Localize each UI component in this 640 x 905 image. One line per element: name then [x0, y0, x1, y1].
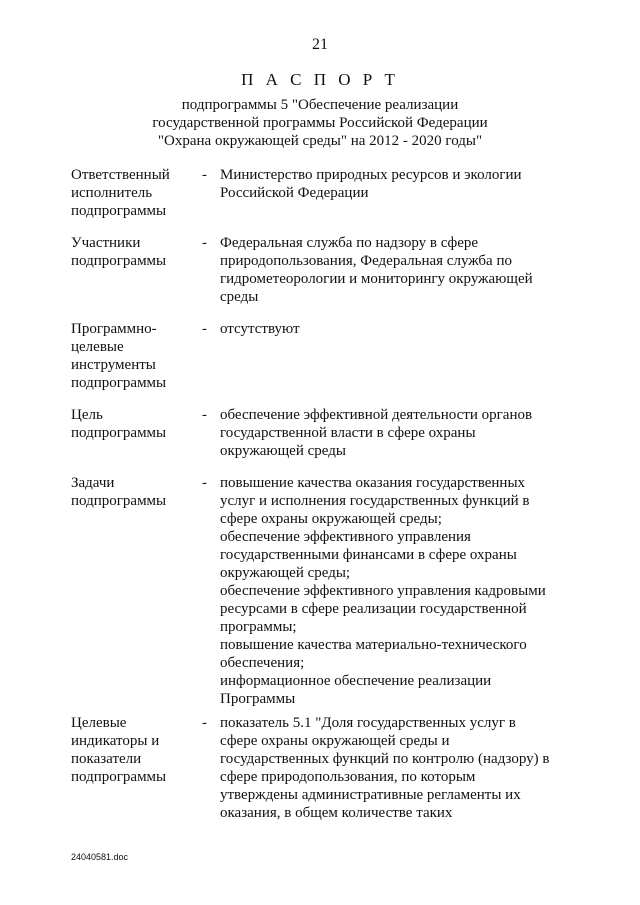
content-line: услуг и исполнения государственных функций в	[220, 493, 530, 509]
content-line: сфере охраны окружающей среды;	[220, 511, 442, 527]
content-line: Министерство природных ресурсов и экологии	[220, 167, 522, 183]
row-dash: -	[202, 715, 207, 731]
content-line: Федеральная служба по надзору в сфере	[220, 235, 479, 251]
label-line: Ответственный	[71, 167, 170, 183]
content-line: повышение качества оказания государственных	[220, 475, 526, 491]
content-line: обеспечения;	[220, 655, 305, 671]
row-dash: -	[202, 321, 207, 337]
row-label	[71, 406, 196, 442]
content-line: Российской Федерации	[220, 185, 369, 201]
content-line: среды	[220, 289, 259, 305]
subtitle-line: государственной программы Российской Федерации	[152, 115, 488, 131]
label-line: инструменты	[71, 357, 156, 373]
content-line: окружающей среды;	[220, 565, 351, 581]
label-line: Задачи	[71, 475, 115, 491]
label-line: исполнитель	[71, 185, 153, 201]
label-line: подпрограммы	[71, 769, 167, 785]
content-line: Программы	[220, 691, 296, 707]
content-line: программы;	[220, 619, 297, 635]
label-line: Участники	[71, 235, 141, 251]
label-line: Программно-	[71, 321, 157, 337]
content-line: сфере природопользования, по которым	[220, 769, 476, 785]
label-line: подпрограммы	[71, 493, 167, 509]
row-dash: -	[202, 475, 207, 491]
content-line: сфере охраны окружающей среды и	[220, 733, 450, 749]
content-line: обеспечение эффективного управления кадровыми	[220, 583, 546, 599]
content-line: государственной власти в сфере охраны	[220, 425, 476, 441]
row-label	[71, 234, 196, 270]
label-line: показатели	[71, 751, 142, 767]
content-line: информационное обеспечение реализации	[220, 673, 492, 689]
content-line: государственными финансами в сфере охраны	[220, 547, 517, 563]
subtitle-line: подпрограммы 5 "Обеспечение реализации	[181, 97, 459, 113]
content-line: обеспечение эффективной деятельности органов	[220, 407, 533, 423]
document-subtitle	[0, 96, 640, 150]
document-title: П А С П О Р Т	[241, 70, 399, 89]
content-line: ресурсами в сфере реализации государственной	[220, 601, 527, 617]
label-line: Целевые	[71, 715, 127, 731]
label-line: Цель	[71, 407, 103, 423]
content-line: утверждены административные регламенты их	[220, 787, 521, 803]
content-line: оказания, в общем количестве таких	[220, 805, 453, 821]
row-content	[220, 320, 565, 338]
row-label	[71, 714, 196, 786]
content-line: показатель 5.1 "Доля государственных услуг в	[220, 715, 516, 731]
page-number: 21	[312, 36, 328, 53]
content-line: гидрометеорологии и мониторингу окружающей	[220, 271, 533, 287]
file-name-footer: 24040581.doc	[71, 852, 129, 862]
row-label	[71, 166, 196, 220]
content-line: природопользования, Федеральная служба по	[220, 253, 512, 269]
label-line: подпрограммы	[71, 425, 167, 441]
content-line: повышение качества материально-технического	[220, 637, 527, 653]
content-line: окружающей среды	[220, 443, 346, 459]
subtitle-line: "Охрана окружающей среды" на 2012 - 2020 годы"	[157, 133, 483, 149]
content-line: отсутствуют	[220, 321, 300, 337]
row-content	[220, 474, 565, 708]
row-label	[71, 320, 196, 392]
label-line: подпрограммы	[71, 203, 167, 219]
label-line: целевые	[71, 339, 124, 355]
row-content	[220, 406, 565, 460]
row-content	[220, 714, 565, 822]
row-dash: -	[202, 235, 207, 251]
row-dash: -	[202, 167, 207, 183]
row-label	[71, 474, 196, 510]
content-line: государственных функций по контролю (надзору) в	[220, 751, 550, 767]
label-line: индикаторы и	[71, 733, 160, 749]
row-content	[220, 166, 565, 202]
label-line: подпрограммы	[71, 375, 167, 391]
row-content	[220, 234, 565, 306]
label-line: подпрограммы	[71, 253, 167, 269]
content-line: обеспечение эффективного управления	[220, 529, 471, 545]
row-dash: -	[202, 407, 207, 423]
